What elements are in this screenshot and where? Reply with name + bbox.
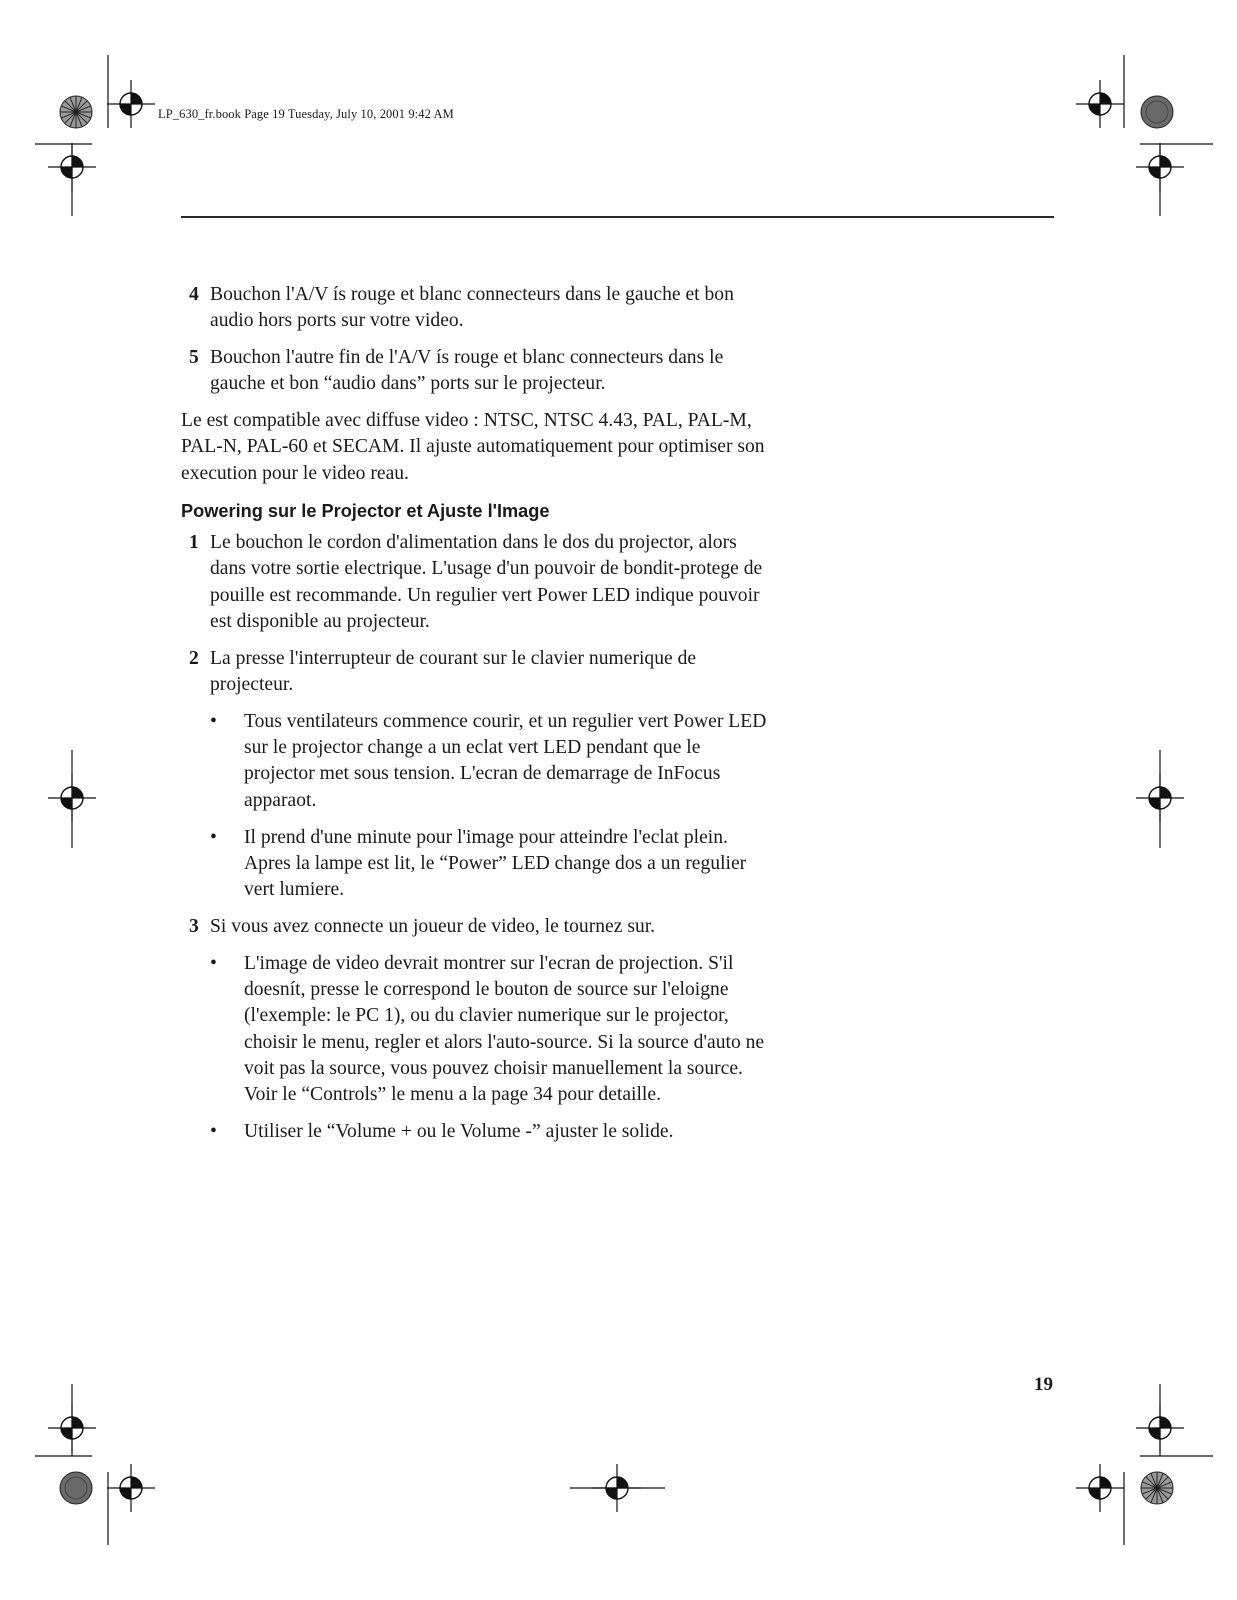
- step-number: 5: [189, 347, 199, 369]
- step-text: Si vous avez connecte un joueur de video, le tournez sur.: [210, 915, 656, 937]
- list-item: [181, 282, 771, 335]
- bullet-icon: •: [210, 1121, 217, 1143]
- step-text: Bouchon l'autre fin de l'A/V ís rouge et blanc connecteurs dans le gauche et bon “audio dans” ports sur le projecteur.: [210, 347, 724, 395]
- bullet-text: Utiliser le “Volume + ou le Volume -” ajuster le solide.: [244, 1121, 674, 1143]
- header-rule: [181, 216, 1054, 218]
- step-number: 1: [189, 532, 199, 554]
- bullet-icon: •: [210, 952, 217, 974]
- bullet-item: [181, 825, 771, 904]
- list-item: [181, 914, 771, 940]
- step-number: 3: [189, 915, 199, 937]
- step-number: 4: [189, 284, 199, 305]
- compatibility-paragraph: Le est compatible avec diffuse video : NTSC, NTSC 4.43, PAL, PAL-M, PAL-N, PAL-60 et SECAM. Il ajuste automatiquement pour optimiser son execution pour le video reau.: [181, 410, 765, 484]
- bullet-icon: •: [210, 826, 217, 848]
- list-item: [181, 646, 771, 699]
- bullet-text: Il prend d'une minute pour l'image pour atteindre l'eclat plein. Apres la lampe est lit, le “Power” LED change dos a un regulier vert lumiere.: [244, 826, 747, 901]
- bullet-item: [181, 709, 771, 814]
- list-item: [181, 530, 771, 635]
- list-item: [181, 345, 771, 398]
- section-heading: Powering sur le Projector et Ajuste l'Image: [181, 501, 550, 522]
- page-number: 19: [1034, 1374, 1053, 1395]
- page-body: [181, 282, 771, 1156]
- bullet-item: [181, 951, 771, 1109]
- bullet-item: [181, 1119, 771, 1145]
- step-text: Le bouchon le cordon d'alimentation dans le dos du projector, alors dans votre sortie electrique. L'usage d'un pouvoir de bondit-protege de pouille est recommande. Un regulier vert Power LED indique pouvoir est disponible au projecteur.: [210, 532, 763, 632]
- bullet-icon: •: [210, 710, 217, 732]
- step-number: 2: [189, 647, 199, 669]
- book-slug-line: LP_630_fr.book Page 19 Tuesday, July 10, 2001 9:42 AM: [158, 107, 454, 121]
- bullet-text: L'image de video devrait montrer sur l'ecran de projection. S'il doesnít, presse le correspond le bouton de source sur l'eloigne (l'exemple: le PC 1), ou du clavier numerique sur le projector, choisir le menu, regler et alors l'auto-source. Si la source d'auto ne voit pas la source, vous pouvez choisir manuellement la source. Voir le “Controls” le menu a la page 34 pour detaille.: [244, 952, 765, 1106]
- step-text: Bouchon l'A/V ís rouge et blanc connecteurs dans le gauche et bon audio hors ports sur votre video.: [210, 284, 734, 332]
- step-text: La presse l'interrupteur de courant sur le clavier numerique de projecteur.: [210, 647, 697, 696]
- bullet-text: Tous ventilateurs commence courir, et un regulier vert Power LED sur le projector change a un eclat vert LED pendant que le projector met sous tension. L'ecran de demarrage de InFocus apparaot.: [244, 710, 767, 811]
